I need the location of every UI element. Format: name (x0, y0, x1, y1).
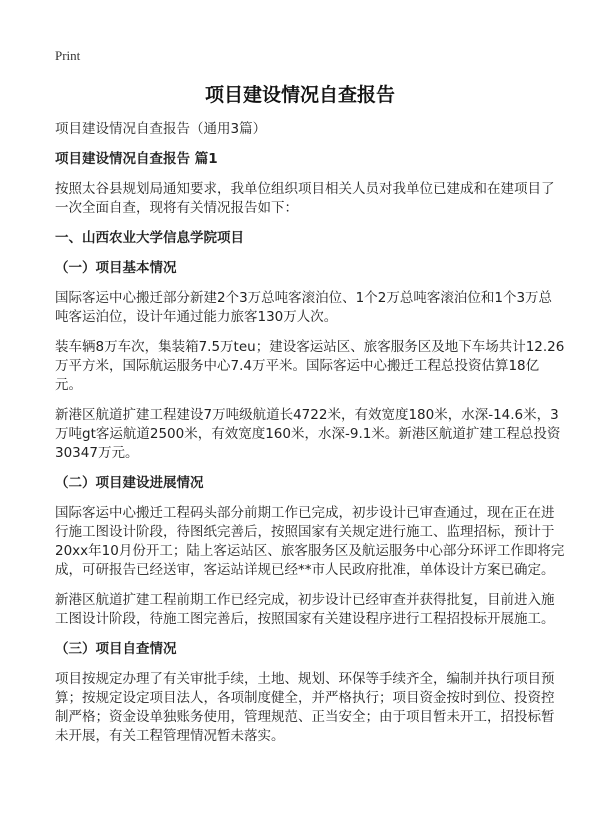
paragraph: 装车辆8万车次，集装箱7.5万teu；建设客运站区、旅客服务区及地下车场共计12.26万平方米，国际航运服务中心7.4万平米。国际客运中心搬迁工程总投资估算18亿元。 (55, 339, 565, 393)
subsection-heading: （三）项目自查情况 (55, 641, 177, 657)
subsection-heading: （一）项目基本情况 (55, 260, 177, 276)
document-title: 项目建设情况自查报告 (204, 84, 395, 106)
print-label[interactable]: Print (55, 48, 81, 63)
paragraph: 新港区航道扩建工程建设7万吨级航道长4722米，有效宽度180米，水深-14.6米，3万吨gt客运航道2500米，有效宽度160米，水深-9.1米。新港区航道扩建工程总投资30347万元。 (55, 407, 561, 461)
intro-paragraph: 按照太谷县规划局通知要求，我单位组织项目相关人员对我单位已建成和在建项目了一次全面自查，现将有关情况报告如下： (55, 181, 555, 216)
paragraph: 项目按规定办理了有关审批手续，土地、规划、环保等手续齐全，编制并执行项目预算；按规定设定项目法人，各项制度健全，并严格执行；项目资金按时到位、投资控制严格；资金设单独账务使用，管理规范、正当安全；由于项目暂未开工，招投标暂未开展，有关工程管理情况暂未落实。 (55, 671, 555, 744)
paragraph: 国际客运中心搬迁部分新建2个3万总吨客滚泊位、1个2万总吨客滚泊位和1个3万总吨客运泊位，设计年通过能力旅客130万人次。 (55, 290, 553, 325)
document-body (55, 120, 565, 757)
paragraph: 新港区航道扩建工程前期工作已经完成，初步设计已经审查并获得批复，目前进入施工图设计阶段，待施工图完善后，按照国家有关建设程序进行工程招投标开展施工。 (55, 592, 555, 627)
subtitle: 项目建设情况自查报告（通用3篇） (55, 121, 267, 137)
subsection-heading: （二）项目建设进展情况 (55, 475, 204, 491)
paragraph: 国际客运中心搬迁工程码头部分前期工作已完成，初步设计已审查通过，现在正在进行施工图设计阶段，待图纸完善后，按照国家有关规定进行施工、监理招标，预计于20xx年10月份开工；陆上客运站区、旅客服务区及航运服务中心部分环评工作即将完成，可研报告已经送审，客运站详规已经**市人民政府批准，单体设计方案已确定。 (55, 505, 565, 578)
article-heading: 项目建设情况自查报告 篇1 (55, 151, 218, 167)
section-heading: 一、山西农业大学信息学院项目 (55, 230, 244, 246)
